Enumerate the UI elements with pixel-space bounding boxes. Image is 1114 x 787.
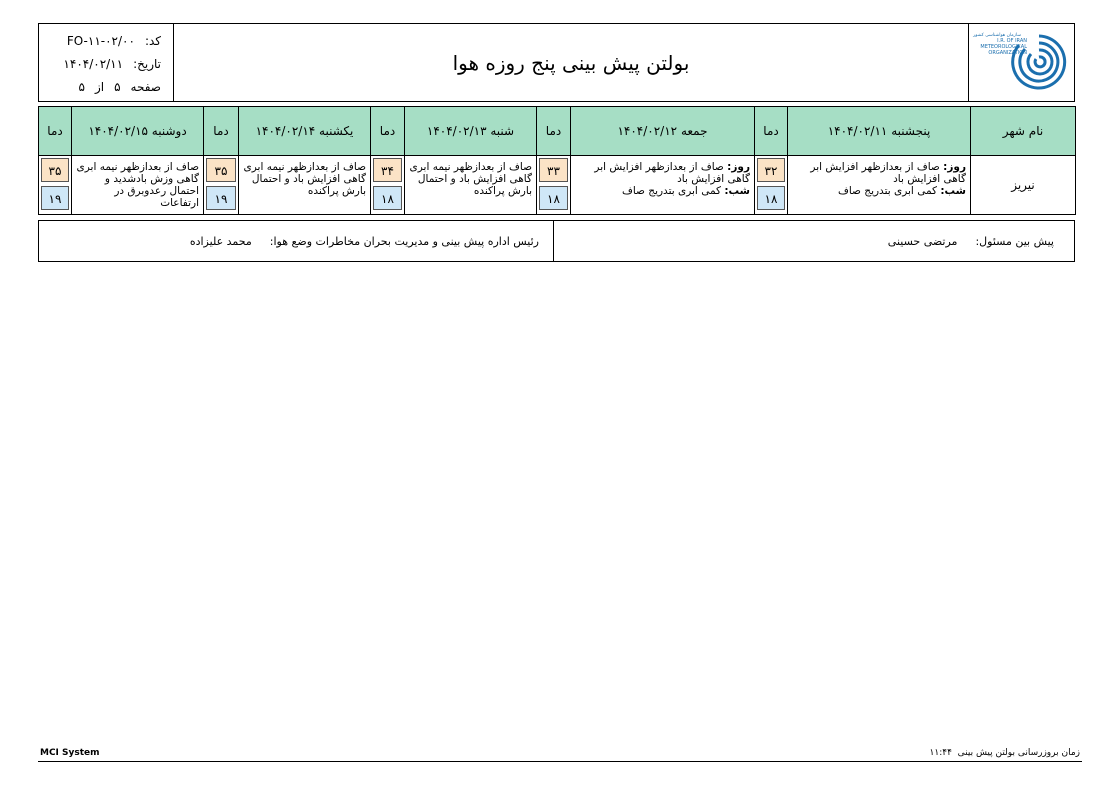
- temp-header: دما: [537, 107, 571, 156]
- date-label: تاریخ:: [133, 57, 161, 71]
- document-meta: [39, 24, 174, 101]
- night-text: کمی ابری بتدریج صاف: [837, 185, 938, 197]
- update-info: [930, 748, 1080, 758]
- page-of: از: [94, 80, 105, 94]
- head-label: رئیس اداره پیش بینی و مدیریت بحران مخاطرات وضع هوا:: [269, 234, 539, 248]
- min-temp: ۱۹: [41, 186, 69, 210]
- logo-text-en-3: ORGANIZATION: [988, 50, 1027, 56]
- forecast-description: [571, 156, 755, 215]
- temperature-cell: [755, 156, 788, 215]
- forecast-description: صاف از بعدازظهر نیمه ابری گاهی وزش بادشدید و احتمال رعدوبرق در ارتفاعات: [72, 156, 204, 215]
- meteorological-organization-logo: [969, 24, 1074, 101]
- head-signature: [39, 221, 554, 261]
- logo-text-en-1: I.R. OF IRAN: [997, 38, 1027, 44]
- night-prefix: شب:: [724, 185, 750, 197]
- forecaster-name: مرتضی حسینی: [887, 234, 958, 248]
- day-header: جمعه ۱۴۰۴/۰۲/۱۲: [571, 107, 755, 156]
- max-temp: ۳۲: [757, 158, 785, 182]
- temperature-cell: [204, 156, 239, 215]
- city-name: نیریز: [971, 156, 1076, 215]
- table-header-row: [39, 107, 1076, 156]
- day-header: پنجشنبه ۱۴۰۴/۰۲/۱۱: [788, 107, 971, 156]
- temperature-cell: [39, 156, 72, 215]
- day-header: شنبه ۱۴۰۴/۰۲/۱۳: [405, 107, 537, 156]
- night-text: کمی ابری بتدریج صاف: [621, 185, 722, 197]
- forecaster-signature: [554, 221, 1074, 261]
- table-row: [39, 156, 1076, 215]
- day-header: دوشنبه ۱۴۰۴/۰۲/۱۵: [72, 107, 204, 156]
- min-temp: ۱۸: [373, 186, 402, 210]
- day-header: یکشنبه ۱۴۰۴/۰۲/۱۴: [239, 107, 371, 156]
- max-temp: ۳۴: [373, 158, 402, 182]
- day-text: صاف از بعدازظهر افزایش ابر گاهی افزایش باد: [810, 161, 966, 185]
- min-temp: ۱۸: [757, 186, 785, 210]
- temp-header: دما: [204, 107, 239, 156]
- forecaster-label: پیش بین مسئول:: [975, 234, 1054, 248]
- date-value: ۱۴۰۴/۰۲/۱۱: [63, 57, 124, 71]
- bulletin-header: [38, 23, 1075, 102]
- page-footer: [38, 748, 1082, 762]
- head-name: محمد علیزاده: [189, 234, 252, 248]
- forecast-description: صاف از بعدازظهر نیمه ابری گاهی افزایش باد و احتمال بارش پراکنده: [405, 156, 537, 215]
- day-prefix: روز:: [727, 161, 750, 173]
- logo: [968, 24, 1074, 101]
- max-temp: ۳۳: [539, 158, 568, 182]
- max-temp: ۳۵: [41, 158, 69, 182]
- bulletin-title: بولتن پیش بینی پنج روزه هوا: [452, 50, 690, 75]
- signature-section: [38, 220, 1075, 262]
- temperature-cell: [371, 156, 405, 215]
- date-row: [47, 53, 161, 76]
- night-prefix: شب:: [940, 185, 966, 197]
- min-temp: ۱۸: [539, 186, 568, 210]
- logo-text-fa: سازمان هواشناسی کشور: [973, 33, 1021, 38]
- page-total: ۵: [78, 80, 85, 94]
- forecast-description: صاف از بعدازظهر نیمه ابری گاهی افزایش باد و احتمال بارش پراکنده: [239, 156, 371, 215]
- min-temp: ۱۹: [206, 186, 236, 210]
- code-label: کد:: [144, 34, 161, 48]
- temp-header: دما: [371, 107, 405, 156]
- code-row: [47, 30, 161, 53]
- update-time: ۱۱:۴۴: [929, 748, 952, 758]
- max-temp: ۳۵: [206, 158, 236, 182]
- temperature-cell: [537, 156, 571, 215]
- temp-header: دما: [39, 107, 72, 156]
- update-label: زمان بروزرسانی بولتن پیش بینی: [957, 748, 1080, 758]
- logo-text-en-2: METEOROLOGICAL: [980, 44, 1027, 50]
- forecast-table: [38, 106, 1076, 215]
- page-row: [47, 76, 161, 99]
- city-header: نام شهر: [971, 107, 1076, 156]
- forecast-description: [788, 156, 971, 215]
- day-text: صاف از بعدازظهر افزایش ابر گاهی افزایش باد: [594, 161, 750, 185]
- system-name: MCI System: [40, 748, 100, 758]
- page-current: ۵: [114, 80, 121, 94]
- page-label: صفحه: [130, 80, 161, 94]
- temp-header: دما: [755, 107, 788, 156]
- day-prefix: روز:: [943, 161, 966, 173]
- code-value: FO-۱۱-۰۲/۰۰: [66, 34, 135, 48]
